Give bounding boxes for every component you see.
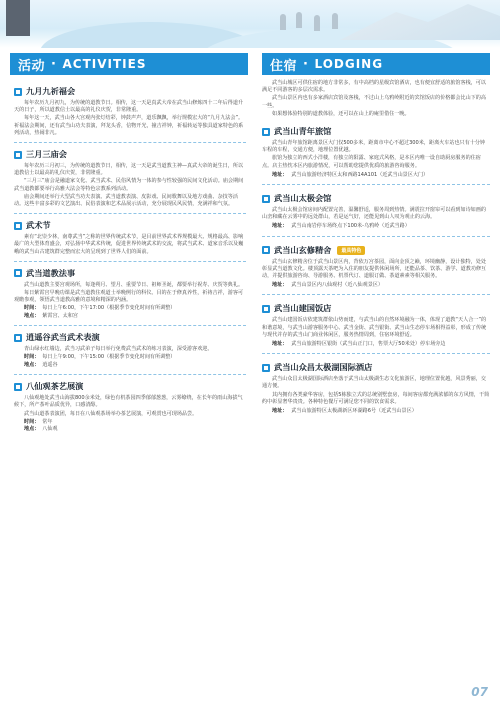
banner-walker xyxy=(296,12,302,28)
meta-key: 地点： xyxy=(24,426,40,433)
activities-header-en: ACTIVITIES xyxy=(62,57,147,71)
activity-paragraph: 武当山道教主要宫观场所，每逢朔月、望月、重要节日、祖师圣诞，都要举行祝寿、庆贺等典礼。 xyxy=(24,281,244,288)
hotel-address xyxy=(262,223,490,230)
lodging-intro-paragraph: 如果想体验特别的道教体验，还可以在山上的庵里借住一晚。 xyxy=(272,110,410,117)
activity-meta-place xyxy=(14,362,246,369)
activity-title-text: 武术节 xyxy=(26,220,51,231)
address-value: 武当山旅游特区银街（武当山正门口，售票大厅50米处）停车场旁边 xyxy=(291,341,446,348)
activity-paragraph: 素有“北崇少林，南尊武当”之称的世界传统武术节，是目前世界武术界规模最大、规格最高、影响最广的大型体育盛会，对弘扬中华武术传统，促进世界传统武术的交流，将武当武术、道家音乐以及巍峨的武当山古建筑群完整而宏大的呈现到了世界人们的面前。 xyxy=(14,234,244,255)
square-bullet-icon xyxy=(262,195,270,203)
activity-paragraph: 青山绿水红墙边，武当习武弟子每日举行免费武当武术的练习表演，深受游客欢迎。 xyxy=(24,346,213,353)
featured-badge: 最具特色 xyxy=(337,246,365,255)
square-bullet-icon xyxy=(14,151,22,159)
address-key: 地址： xyxy=(272,341,288,348)
hotel-name: 武当山青年旅馆 xyxy=(274,126,332,137)
banner-walker xyxy=(314,15,320,31)
activity-title-text: 九月九祈福会 xyxy=(26,86,76,96)
address-value: 武当山景区内八仙观村（近八仙观景区） xyxy=(291,282,383,289)
lodging-header xyxy=(262,53,490,75)
lodging-intro-paragraph: 武当山城区可供住宿的地方非常多，有中高档的星级宾馆酒店，也有便宜舒适的旅馆客栈，可以满足不同游客的多层次需求。 xyxy=(262,80,486,94)
hotel-address xyxy=(262,282,490,289)
hotel-title xyxy=(262,303,490,314)
square-bullet-icon xyxy=(14,334,22,342)
banner-photo xyxy=(6,0,30,36)
address-key: 地址： xyxy=(272,282,288,289)
hotel-address xyxy=(262,172,490,179)
meta-key: 地点： xyxy=(24,361,40,368)
hotel-paragraph: 武当山建国饭店依建筑群依山势而建，与武当山的自然环境融为一体，体现了道教“天人合一”的和谐意境，与武当山游客服务中心、武当金街、武当银街、武当山生态停车场相得益彰，形成了传统与现代并存的武当山门商业休闲区，服务热情周到，住宿环境舒适。 xyxy=(262,317,487,338)
meta-value: 紫霄宫、太和宫 xyxy=(42,312,78,319)
activities-header xyxy=(10,53,248,75)
dashed-divider xyxy=(262,236,490,237)
hotel-name: 武当山太极会馆 xyxy=(274,193,332,204)
activity-title xyxy=(14,86,246,97)
address-key: 地址： xyxy=(272,171,288,178)
activities-header-sep: · xyxy=(51,56,57,72)
activity-meta-time xyxy=(14,354,246,361)
meta-value: 常年 xyxy=(42,418,53,425)
activity-title-text: 八仙观茶艺展演 xyxy=(26,381,84,392)
activity-paragraph: 每年农历九月初九，为传统的道教节日。相传，这一天是真武大帝在武当山修炼四十二年后得道升天的日子，所以道教信士以最高的礼仪庆贺，非常隆重。 xyxy=(14,100,244,114)
hotel-address xyxy=(262,408,490,415)
activities-header-cn: 活动 xyxy=(18,58,46,74)
activity-title-text: 三月三庙会 xyxy=(26,149,67,160)
meta-key: 时间： xyxy=(24,418,40,425)
hotel-paragraph: 其内拥有各类豪华客房，包括5栋独立式的总统别墅套房，每间客房都充满浓郁的东方风情，干简约中彰显奢华贵贵。各种特色餐厅可满足您不同的饮食需求。 xyxy=(262,391,490,405)
activity-title-text: 武当道教法事 xyxy=(26,267,76,278)
activities-column xyxy=(14,80,246,434)
lodging-header-en: LODGING xyxy=(314,57,384,71)
dashed-divider xyxy=(14,374,246,375)
lodging-header-cn: 住宿 xyxy=(270,58,298,74)
square-bullet-icon xyxy=(14,222,22,230)
square-bullet-icon xyxy=(14,269,22,277)
dashed-divider xyxy=(262,294,490,295)
dashed-divider xyxy=(262,184,490,185)
activity-meta-place xyxy=(14,313,246,320)
square-bullet-icon xyxy=(14,383,22,391)
lodging-header-sep: · xyxy=(303,56,309,72)
activity-title-text: 逍遥谷武当武术表演 xyxy=(26,332,100,343)
top-banner xyxy=(0,0,500,48)
hotel-name: 武当山众昌太极湖国际酒店 xyxy=(274,362,373,373)
address-key: 地址： xyxy=(272,408,288,415)
activity-paragraph: 武当山道茶表演团，每日在八仙观茶场举办茶艺展演，可观赏也可现场品尝。 xyxy=(24,410,198,417)
meta-key: 时间： xyxy=(24,354,40,361)
hotel-title xyxy=(262,126,490,137)
square-bullet-icon xyxy=(262,128,270,136)
lodging-intro-paragraph: 武当山景区内也有多家酒店宾馆及客栈，不过山上乌鸦岭附近的宾馆饭店的价格都会比山下的高一些。 xyxy=(262,95,486,109)
square-bullet-icon xyxy=(262,246,270,254)
activity-meta-place xyxy=(14,426,246,433)
hotel-name: 武当山玄修精舍 xyxy=(274,244,332,255)
banner-walker xyxy=(332,13,338,29)
meta-key: 时间： xyxy=(24,305,40,312)
activity-paragraph: “三月三”庙会是融道家文化、武当武术、民俗风情为一体的参与性较强的民间文化活动。庙会期间武当道教都要举行高雅大法会等特色宗教系列活动。 xyxy=(14,178,244,192)
meta-value: 每日上午9:00，下午15:00（根据季节变化时间有所调整） xyxy=(42,354,176,361)
meta-value: 八仙观 xyxy=(42,426,58,433)
address-value: 武当山南岩停车场终点下100米-乌鸦岭（近武当路） xyxy=(291,223,410,230)
activity-paragraph: 每日紫霄宫早晚功课是武当道教住观道士举晚例行的科仪。目的在于修真养性，祈祷吉祥，游客可观瞻参观，领悟武当道教高雅的意境和精深的内涵。 xyxy=(14,290,244,304)
activity-paragraph: 八仙观地处武当山海拔800余米处，绿色有机茶园四季郁郁葱葱，云雾缭绕，在长年的雨山海拔气候下，所产茶叶品质优异，口感清醇。 xyxy=(14,395,243,409)
hotel-paragraph: 武当山玄修精舍位于武当山景区内，背依万宫茶园，面向金顶之巅，环境幽静，设计独特，处处彰显武当道教文化。楼顶露天茶吧为入住的朋友提供休闲场所，还能品茶、饮茶、游学、道教功修互动，并提供旅游咨询、导游服务、机票代订、道服订做、茶道素素等相关服务。 xyxy=(262,258,487,280)
activity-title xyxy=(14,149,246,160)
hotel-title xyxy=(262,245,490,256)
address-value: 武当山旅游经济特区太和西路14A101（近武当山景区大门） xyxy=(291,171,429,178)
activity-title xyxy=(14,220,246,231)
address-value: 武当山旅游特区太极湖新区环湖路6号（近武当山景区） xyxy=(291,408,417,415)
hotel-name: 武当山建国饭店 xyxy=(274,303,332,314)
address-key: 地址： xyxy=(272,223,288,230)
hotel-paragraph: 武当山太极会馆房间内配置完善，温馨舒适，服务周到热情。满震拉开窗帘可以看到如诗如画的山峦和藏在云雾中的远处群山，若是运气好，还能见到山人叹为观止的云海。 xyxy=(262,207,486,221)
dashed-divider xyxy=(14,261,246,262)
meta-key: 地点： xyxy=(24,312,40,319)
banner-mountain xyxy=(340,0,500,40)
activity-title xyxy=(14,381,246,392)
dashed-divider xyxy=(14,213,246,214)
square-bullet-icon xyxy=(262,364,270,372)
meta-value: 每日上午6:00，下午17:00（根据季节变化时间有所调整） xyxy=(42,305,176,312)
meta-value: 逍遥谷 xyxy=(42,361,58,368)
activity-paragraph: 每年这一天，武当山各大宫观内张灯结彩，钟鼓声声，道乐飘飘，举行规模宏大的“九月九法会”。祈福法会期间，还有武当山功夫表演，拜龙头香，信物开光，撞吉祥钟，祈福转运等独具道家特色的系列活动，热闹非凡。 xyxy=(14,115,244,136)
hotel-paragraph: 武当山青年旅馆距离景区大门仅500多米，距离市中心不超过300米，距离火车站也只有十分钟车程的车程，交通方便，地理位置优越。 xyxy=(262,140,486,154)
activity-paragraph: 庙会期间还举行大型武当功夫表演、武当道教表演、皮影戏、民间歌舞以及地方戏曲、杂技等活动。这些丰富多彩的文艺演出、民俗表演和艺术品展示活动，充分展现民风民情，充满祥和气氛。 xyxy=(14,193,238,208)
activity-title xyxy=(14,268,246,279)
square-bullet-icon xyxy=(14,88,22,96)
hotel-paragraph: 旅馆为独立的西式小洋楼，有独立的阳露、家庭式风格，是本区内唯一设自助厨房服务的住宿点。店主热忱本区内旅游情况，可以帮助您提供优质的旅游咨询服务。 xyxy=(262,155,481,169)
hotel-title xyxy=(262,362,490,373)
dashed-divider xyxy=(262,353,490,354)
activity-meta-time xyxy=(14,305,246,312)
square-bullet-icon xyxy=(262,305,270,313)
banner-walker xyxy=(280,14,286,30)
hotel-paragraph: 武当山众昌太极湖国际酒店坐落于武当山太极湖生态文化旅游区，地理位置优越，风景秀丽，交通方便。 xyxy=(262,376,486,390)
hotel-title xyxy=(262,193,490,204)
lodging-column xyxy=(262,80,490,415)
activity-paragraph: 每年农历三月初三，为传统的道教节日，相传，这一天是武当道教主神—真武大帝的诞生日，所以道教信士以最高的礼仪庆贺，非常隆重。 xyxy=(14,163,244,177)
activity-title xyxy=(14,332,246,343)
dashed-divider xyxy=(14,325,246,326)
dashed-divider xyxy=(14,142,246,143)
page-number: 07 xyxy=(471,685,488,699)
hotel-address xyxy=(262,341,490,348)
